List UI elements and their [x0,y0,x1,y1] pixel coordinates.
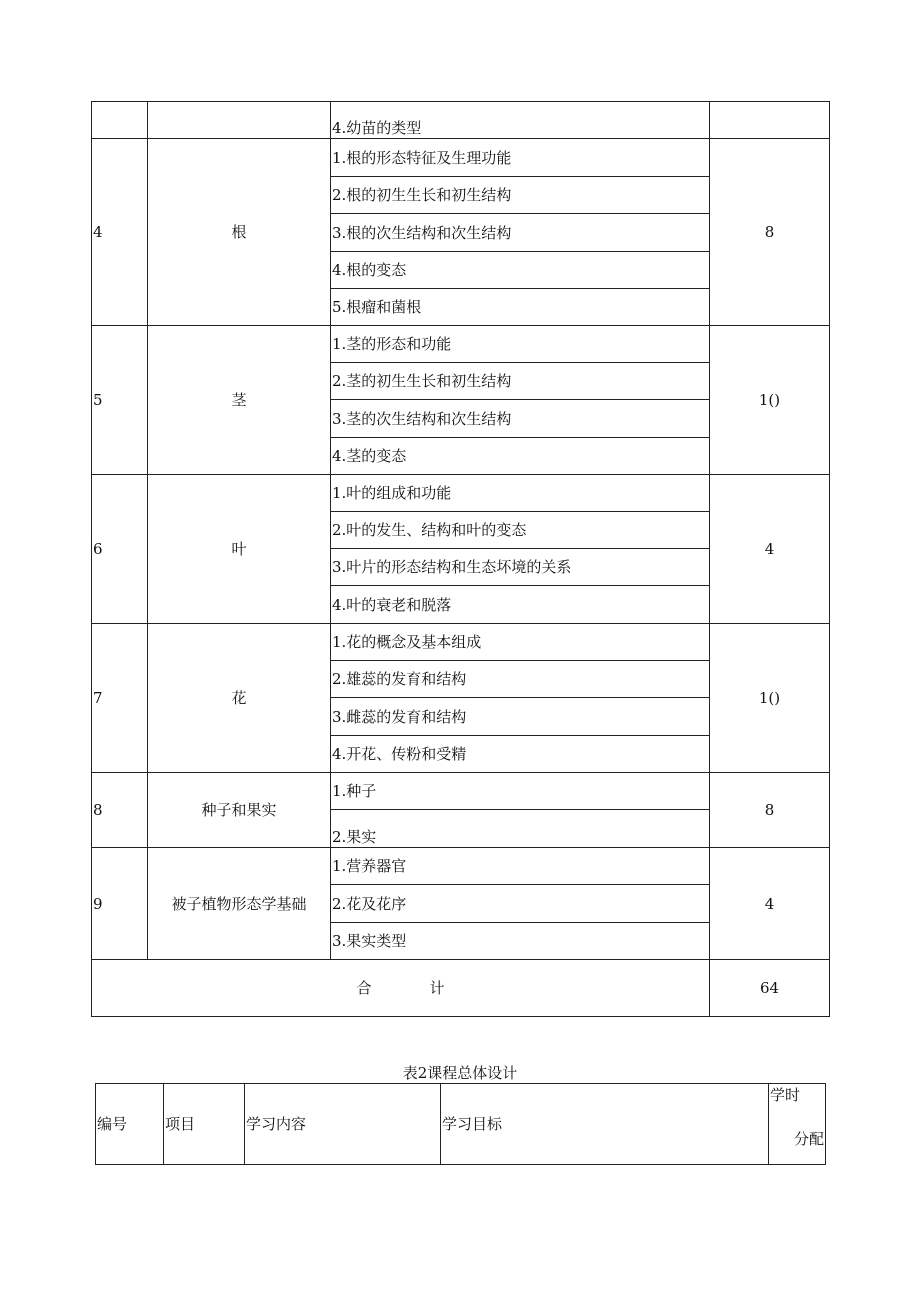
content-item: 3.果实类型 [331,923,710,960]
header-hours [769,1084,826,1165]
content-item: 2.茎的初生生长和初生结构 [331,363,710,400]
total-label-left: 合 [356,979,372,997]
row-number: 7 [92,624,148,773]
content-item: 1.花的概念及基本组成 [331,624,710,661]
content-item: 3.根的次生结构和次生结构 [331,214,710,252]
row-number: 5 [92,326,148,475]
row-hours: 8 [710,773,830,848]
content-item: 1.营养器官 [331,848,710,885]
content-item: 3.茎的次生结构和次生结构 [331,400,710,438]
row-project: 种子和果实 [148,773,331,848]
table-row [92,102,830,139]
total-label-right: 计 [429,979,445,997]
content-item: 4.幼苗的类型 [331,102,710,139]
header-hours-line1: 学时 [770,1086,801,1104]
header-goal: 学习目标 [441,1084,769,1165]
row-number: 8 [92,773,148,848]
content-item: 4.根的变态 [331,252,710,289]
header-hours-line2: 分配 [793,1130,824,1148]
row-project: 根 [148,139,331,326]
table-row [92,624,830,661]
table-row [92,326,830,363]
course-content-table [91,101,830,1017]
table-row [92,475,830,512]
content-item: 3.叶片的形态结构和生态坏境的关系 [331,549,710,586]
content-item: 2.雄蕊的发育和结构 [331,661,710,698]
row-hours [710,102,830,139]
row-project: 被子植物形态学基础 [148,848,331,960]
content-item: 2.花及花序 [331,885,710,923]
content-item: 2.叶的发生、结构和叶的变态 [331,512,710,549]
content-item: 1.种子 [331,773,710,810]
content-item: 2.果实 [331,810,710,848]
table-row [92,848,830,885]
content-item: 4.开花、传粉和受精 [331,736,710,773]
row-project [148,102,331,139]
table-caption: 表2课程总体设计 [402,1064,518,1082]
content-item: 2.根的初生生长和初生结构 [331,177,710,214]
row-hours: 1() [710,624,830,773]
content-item: 1.叶的组成和功能 [331,475,710,512]
content-item: 4.叶的衰老和脱落 [331,586,710,624]
table-row [92,139,830,177]
header-row [96,1084,826,1165]
row-project: 茎 [148,326,331,475]
row-hours: 8 [710,139,830,326]
content-item: 4.茎的变态 [331,438,710,475]
row-number: 6 [92,475,148,624]
row-number: 9 [92,848,148,960]
row-hours: 4 [710,475,830,624]
content-item: 5.根瘤和菌根 [331,289,710,326]
header-content: 学习内容 [245,1084,441,1165]
row-hours: 1() [710,326,830,475]
content-item: 1.根的形态特征及生理功能 [331,139,710,177]
header-num: 编号 [96,1084,164,1165]
total-label [92,960,710,1017]
content-item: 1.茎的形态和功能 [331,326,710,363]
row-number [92,102,148,139]
total-row [92,960,830,1017]
table-row [92,773,830,810]
row-project: 叶 [148,475,331,624]
row-project: 花 [148,624,331,773]
header-project: 项目 [164,1084,245,1165]
content-item: 3.雌蕊的发育和结构 [331,698,710,736]
row-number: 4 [92,139,148,326]
course-design-table [95,1083,826,1165]
total-value: 64 [710,960,830,1017]
row-hours: 4 [710,848,830,960]
